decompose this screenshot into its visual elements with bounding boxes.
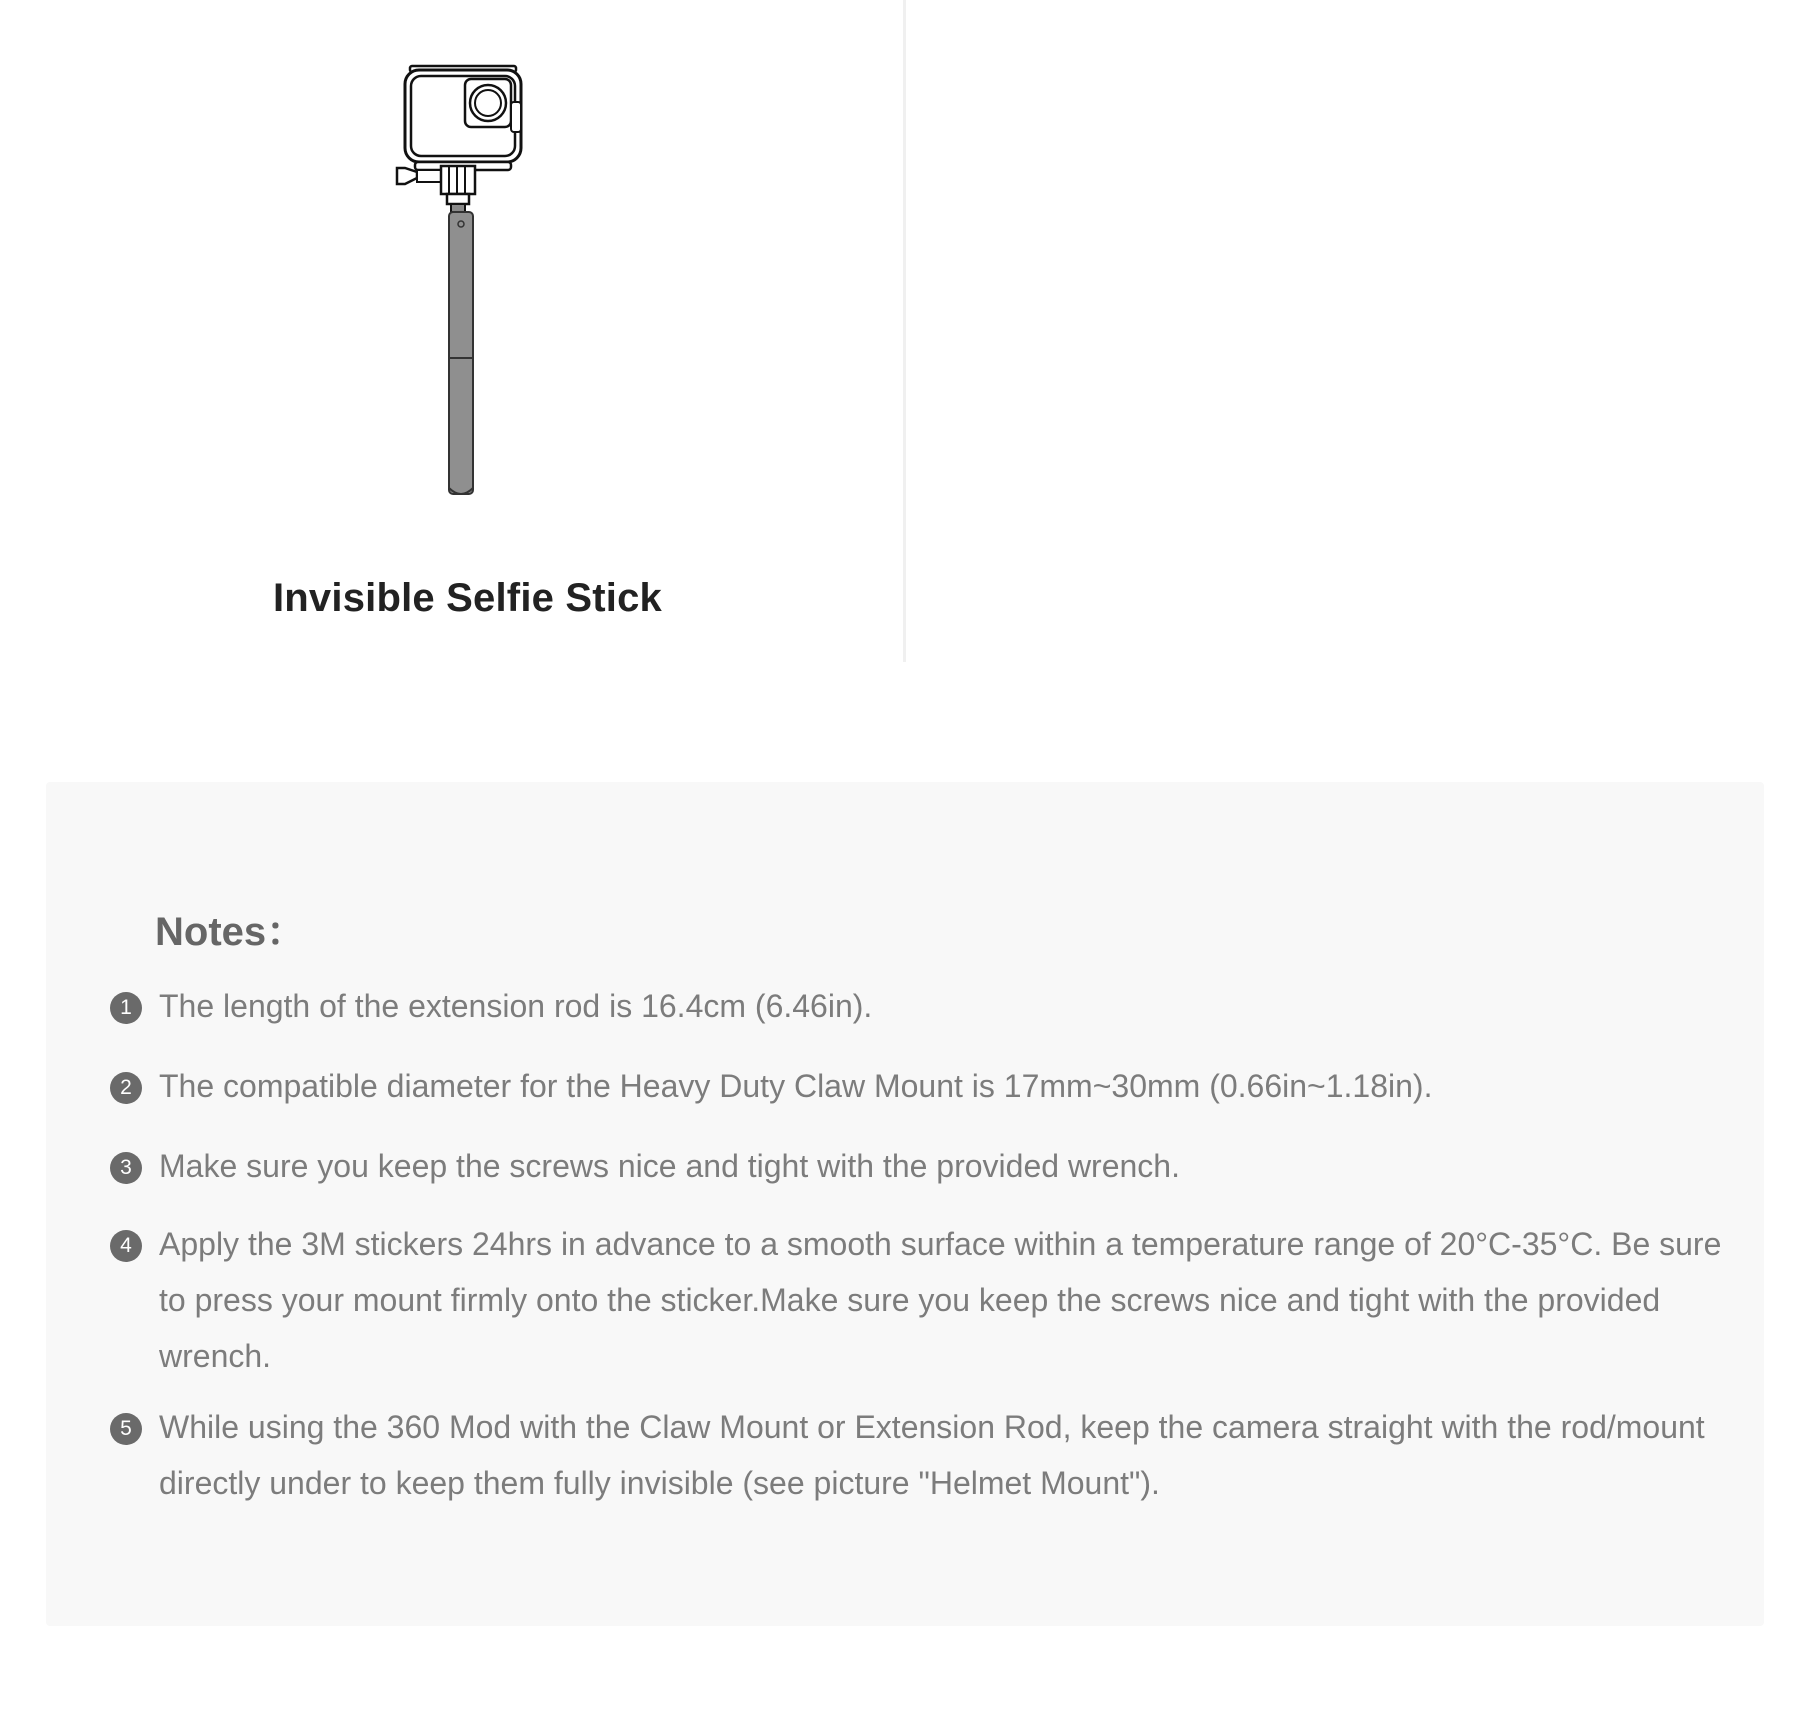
note-text: The length of the extension rod is 16.4cm (6.46in). bbox=[159, 988, 873, 1024]
product-title: Invisible Selfie Stick bbox=[272, 576, 662, 620]
column-divider bbox=[903, 0, 906, 662]
note-item bbox=[110, 1216, 1740, 1384]
note-number-badge: 2 bbox=[110, 1072, 142, 1104]
note-number-badge: 5 bbox=[110, 1413, 142, 1445]
selfie-stick-with-camera-illustration bbox=[395, 62, 535, 498]
notes-list bbox=[110, 978, 1740, 1535]
note-number-badge: 4 bbox=[110, 1230, 142, 1262]
note-item bbox=[110, 1058, 1740, 1114]
note-item bbox=[110, 1138, 1740, 1194]
note-item bbox=[110, 1399, 1740, 1511]
note-text: Make sure you keep the screws nice and tight with the provided wrench. bbox=[159, 1148, 1180, 1184]
note-number-badge: 3 bbox=[110, 1152, 142, 1184]
note-number-badge: 1 bbox=[110, 992, 142, 1024]
notes-heading: Notes： bbox=[155, 910, 307, 954]
note-text: Apply the 3M stickers 24hrs in advance to a smooth surface within a temperature range of 20°C-35°C. Be sure to press your mount firmly onto the sticker.Make sure you keep the screws nice and tight with the provided wrench. bbox=[159, 1226, 1722, 1374]
notes-panel bbox=[46, 782, 1764, 1626]
note-text: While using the 360 Mod with the Claw Mount or Extension Rod, keep the camera straight with the rod/mount directly under to keep them fully invisible (see picture "Helmet Mount"). bbox=[159, 1409, 1705, 1501]
note-text: The compatible diameter for the Heavy Duty Claw Mount is 17mm~30mm (0.66in~1.18in). bbox=[159, 1068, 1433, 1104]
product-card bbox=[0, 0, 903, 662]
note-item bbox=[110, 978, 1740, 1034]
